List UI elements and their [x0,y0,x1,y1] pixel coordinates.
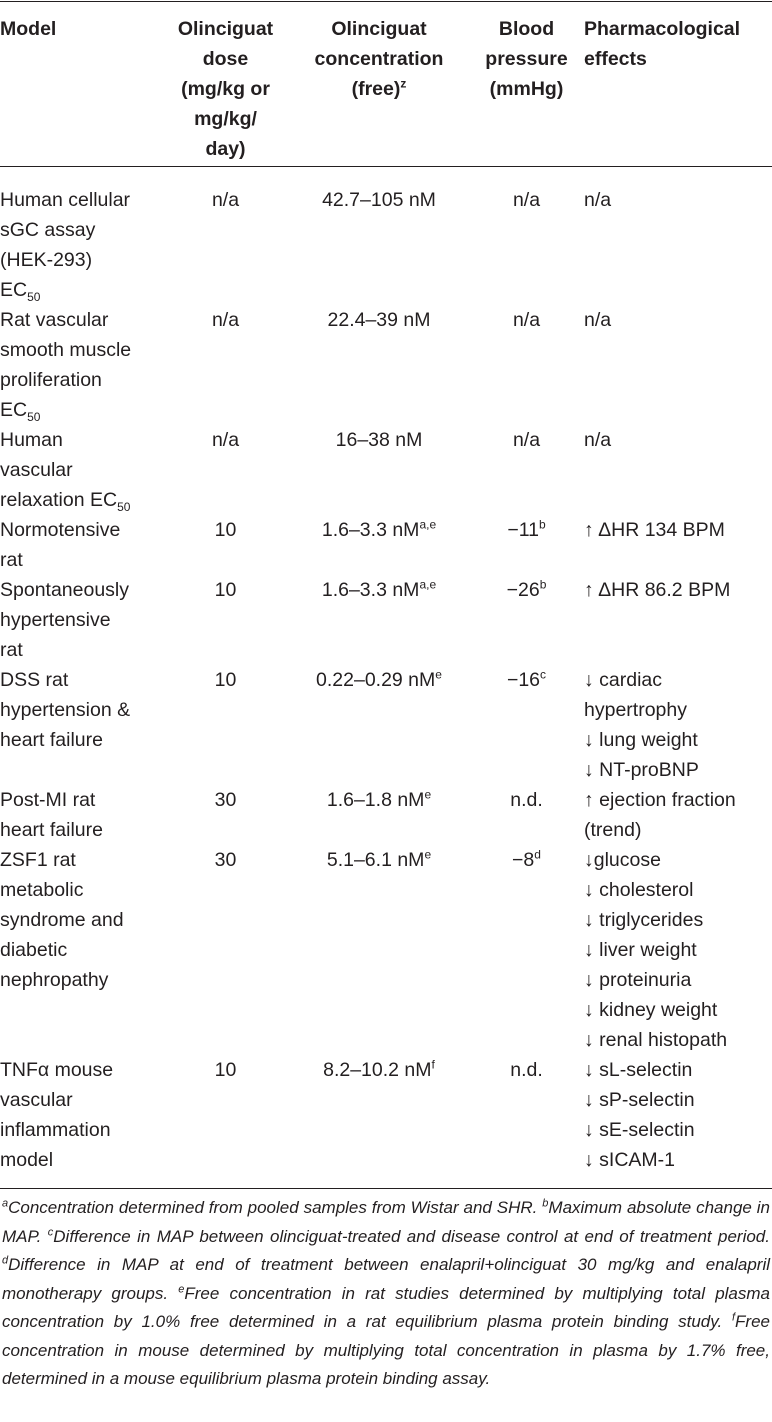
cell-concentration: 1.6–1.8 $nM^e$ [326,787,432,811]
table-row [0,515,772,575]
cell-effects: ↑ ΔHR 134 BPM [584,519,725,541]
table-row [0,425,772,515]
cell-effects: n/a [584,429,612,451]
cell-model: Human cellular sGC assay (HEK-293) $EC_{50}$ [0,189,131,304]
cell-model: Human vascular relaxation $EC_{50}$ [0,429,131,514]
cell-blood-pressure: $-26^b$ [506,577,547,601]
cell-concentration: 16–38 nM [335,429,423,451]
cell-concentration: 5.1–6.1 $nM^e$ [326,847,432,871]
table-row [0,305,772,425]
cell-dose: n/a [211,309,240,331]
cell-effects: n/a [584,309,612,331]
cell-model: TNFα mouse vascular inflammation model [0,1059,114,1171]
footnote-b: $^b$Maximum absolute change in MAP. [2,1197,770,1246]
cell-concentration: 1.6–3.3 nM$^{a,e}$ [321,517,437,541]
cell-model: DSS rat hypertension & heart failure [0,669,131,751]
cell-dose: 30 [214,849,237,871]
footnotes [2,1194,770,1394]
cell-dose: 10 [214,1059,237,1081]
footnote-f: $^f$Free concentration in mouse determined by multiplying total concentration in plasma by 1.7% free, determined in a mouse equilibrium plasma protein binding assay. [2,1311,770,1388]
cell-model: ZSF1 rat metabolic syndrome and diabetic nephropathy [0,849,124,991]
table-row [0,185,772,305]
cell-effects: ↑ ejection fraction (trend) [584,789,736,841]
footnote-a: $^a$Concentration determined from pooled samples from Wistar and SHR. [2,1197,538,1217]
cell-dose: n/a [211,429,240,451]
table-row [0,665,772,785]
cell-effects: n/a [584,189,612,211]
cell-blood-pressure: n/a [512,189,541,211]
header-blood-pressure: Blood pressure (mmHg) [485,18,568,100]
footnote-d: $^d$Difference in MAP at end of treatment between enalapril+olinciguat 30 mg/kg and enalapril monotherapy groups. [2,1254,770,1303]
table-header [0,14,772,164]
cell-blood-pressure: n.d. [510,1059,543,1081]
cell-model: Rat vascular smooth muscle proliferation $EC_{50}$ [0,309,132,424]
header-model: Model [0,18,57,40]
cell-blood-pressure: $-11^b$ [507,517,546,541]
footnote-e: $^e$Free concentration in rat studies determined by multiplying total plasma concentration by 1.0% free determined in a rat equilibrium plasma protein binding study. [2,1282,771,1331]
cell-concentration: 22.4–39 nM [327,309,431,331]
cell-blood-pressure: n/a [512,309,541,331]
header-concentration: Olinciguat concentration (free)$^z$ [314,18,444,100]
table-row [0,845,772,1055]
cell-model: Post-MI rat heart failure [0,789,103,841]
cell-concentration: 1.6–3.3 nM$^{a,e}$ [321,577,437,601]
table-row [0,785,772,845]
cell-dose: 30 [214,789,237,811]
cell-concentration: 8.2–10.2 $nM^f$ [323,1057,435,1081]
cell-blood-pressure: $-16^c$ [506,667,547,691]
cell-dose: 10 [214,519,237,541]
cell-effects: ↓ cardiac hypertrophy ↓ lung weight ↓ NT-proBNP [584,669,699,781]
cell-effects: ↓ sL-selectin ↓ sP-selectin ↓ sE-selectin ↓ sICAM-1 [584,1059,695,1171]
table-row [0,1055,772,1175]
cell-blood-pressure: n.d. [510,789,543,811]
header-dose: Olinciguat dose (mg/kg or mg/kg/ day) [177,18,274,160]
cell-blood-pressure: $-8^d$ [512,847,541,871]
header-effects: Pharmacological effects [584,18,741,70]
table-body [0,185,772,1175]
footnote-c: $^c$Difference in MAP between olinciguat-treated and disease control at end of treatment period. [47,1225,770,1246]
table-row [0,575,772,665]
header-divider-rule [0,166,772,167]
cell-concentration: 42.7–105 nM [322,189,436,211]
cell-dose: 10 [214,669,237,691]
cell-effects: ↑ ΔHR 86.2 BPM [584,579,731,601]
cell-blood-pressure: n/a [512,429,541,451]
cell-effects: ↓glucose ↓ cholesterol ↓ triglycerides ↓ liver weight ↓ proteinuria ↓ kidney weight ↓ renal histopath [584,849,728,1051]
cell-dose: n/a [211,189,240,211]
cell-dose: 10 [214,579,237,601]
table-top-rule [0,1,772,2]
cell-model: Normotensive rat [0,519,121,571]
table-bottom-rule [0,1188,772,1189]
cell-model: Spontaneously hypertensive rat [0,579,130,661]
cell-concentration: 0.22–0.29 $nM^e$ [316,667,442,691]
